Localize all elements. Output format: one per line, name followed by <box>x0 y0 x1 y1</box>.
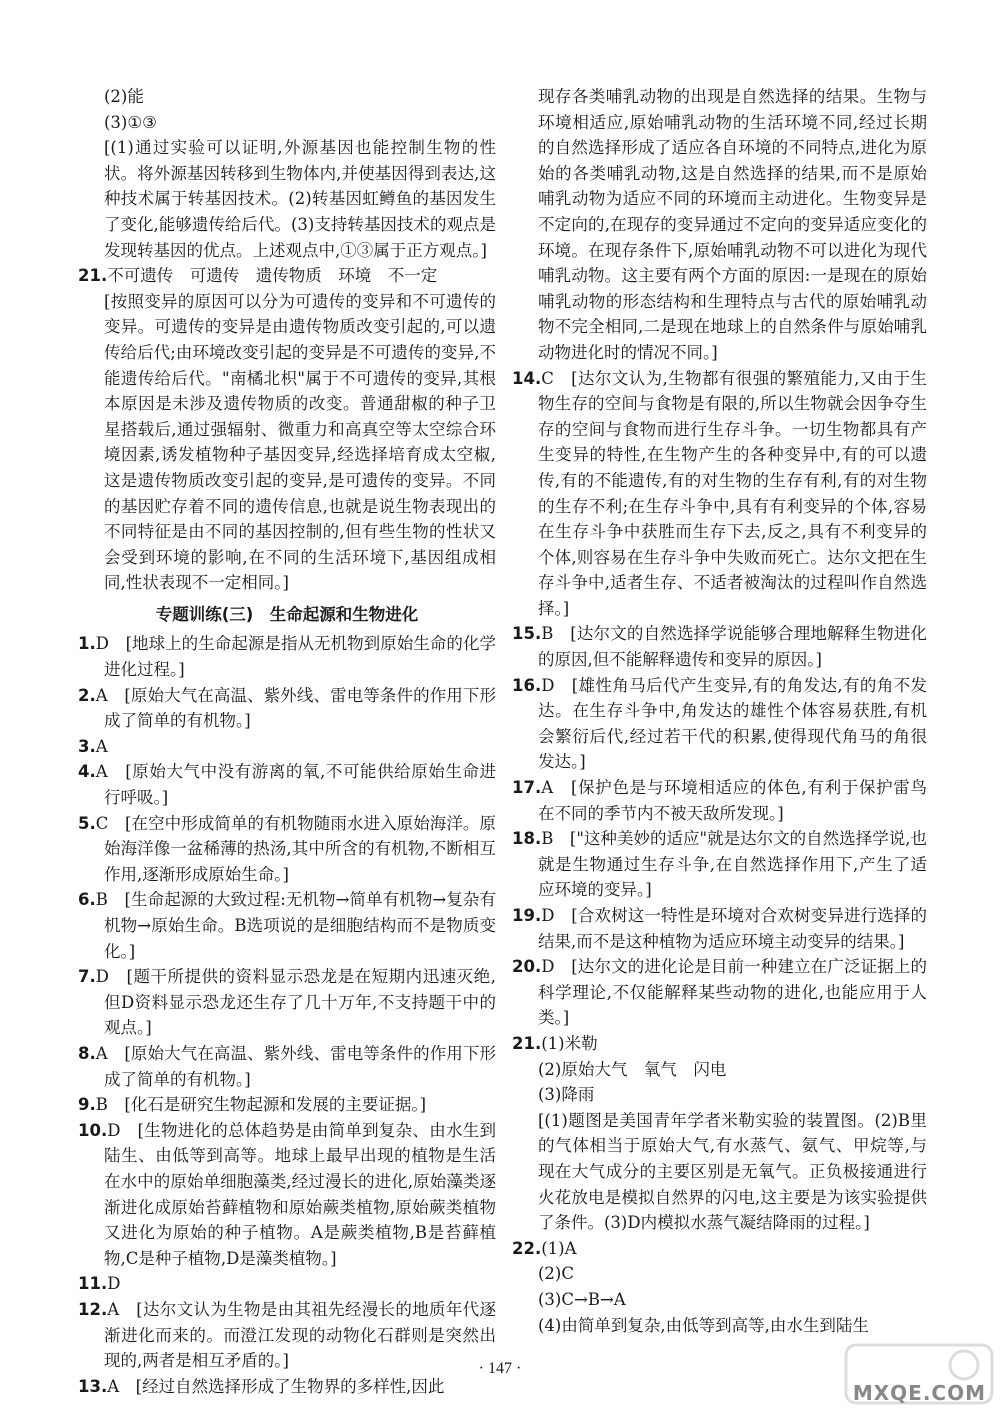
answer-explanation: [(1)通过实验可以证明,外源基因也能控制生物的性状。将外源基因转移到生物体内,并使基因得到表达,这种技术属于转基因技术。(2)转基因虹鳟鱼的基因发生了变化,能够遗传给后代。(3)支持转基因技术的观点是发现转基因的优点。上述观点中,①③属于正方观点。] <box>104 138 496 260</box>
answer-number: 9. <box>78 1095 96 1115</box>
answer-number: 6. <box>78 890 96 910</box>
answer-text: A [原始大气在高温、紫外线、雷电等条件的作用下形成了简单的有机物。] <box>95 1043 496 1089</box>
watermark-text: MXQE.COM <box>852 1381 986 1405</box>
answer-text: C [达尔文认为,生物都有很强的繁殖能力,又由于生物生存的空间与食物是有限的,所以生物就会因争夺生存的空间与食物而进行生存斗争。一切生物都具有产生变异的特性,在生物产生的各种变异中,有的可以遗传,有的不能遗传,有的对生物的生存有利,有的对生物的生存不利;在生存斗争中,具有有利变异的个体,容易在生存斗争中获胜而生存下去,反之,具有不利变异的个体,则容易在生存斗争中失败而死亡。达尔文把在生存斗争中,适者生存、不适者被淘汰的过程叫作自然选择。] <box>538 368 927 618</box>
answer-item <box>78 759 496 810</box>
answer-explanation: (4)由简单到复杂,由低等到高等,由水生到陆生 <box>538 1315 869 1335</box>
answer-item <box>512 366 927 622</box>
answer-item <box>78 1271 496 1297</box>
answer-text: 不可遗传 可遗传 遗传物质 环境 不一定 <box>107 266 438 286</box>
answer-explanation: (3)①③ <box>104 112 157 132</box>
answer-number: 8. <box>78 1043 96 1063</box>
answer-number: 18. <box>512 829 542 849</box>
answer-item <box>78 631 496 682</box>
answer-explanation: (3)C→B→A <box>538 1289 626 1309</box>
section-title: 专题训练(三) 生命起源和生物进化 <box>155 604 419 624</box>
answer-item <box>78 734 496 760</box>
answer-text: B [达尔文的自然选择学说能够合理地解释生物进化的原因,但不能解释遗传和变异的原因。] <box>538 624 927 670</box>
answer-text: D [雄性角马后代产生变异,有的角发达,有的角不发达。在生存斗争中,角发达的雄性个体容易获胜,有机会繁衍后代,经过若干代的积累,使得现代角马的角很发达。] <box>538 675 927 772</box>
answer-item <box>512 1236 927 1262</box>
answer-number: 12. <box>78 1299 108 1319</box>
answer-number: 20. <box>512 957 542 977</box>
answer-explanation: [按照变异的原因可以分为可遗传的变异和不可遗传的变异。可遗传的变异是由遗传物质改变引起的,可以遗传给后代;由环境改变引起的变异是不可遗传的变异,不能遗传给后代。"南橘北枳"属于不可遗传的变异,其根本原因是未涉及遗传物质的改变。普通甜椒的种子卫星搭载后,通过强辐射、微重力和高真空等太空综合环境因素,诱发植物种子基因变异,经选择培育成太空椒,这是遗传物质改变引起的变异,是可遗传的变异。不同的基因贮存着不同的遗传信息,也就是说生物表现出的不同特征是由不同的基因控制的,但有些生物的性状又会受到环境的影响,在不同的生活环境下,基因组成相同,性状表现不一定相同。] <box>104 291 496 593</box>
answer-number: 17. <box>512 778 542 798</box>
answer-number: 10. <box>78 1120 108 1140</box>
answer-item <box>512 775 927 826</box>
answer-item <box>512 673 927 775</box>
answer-text: D [生物进化的总体趋势是由简单到复杂、由水生到陆生、由低等到高等。地球上最早出现的植物是生活在水中的原始单细胞藻类,经过漫长的进化,原始藻类逐渐进化成原始苔藓植物和原始蕨类植物,原始蕨类植物又进化为原始的种子植物。A是蕨类植物,B是苔藓植物,C是种子植物,D是藻类植物。] <box>104 1120 496 1268</box>
answer-item <box>512 903 927 954</box>
answer-item <box>512 954 927 1031</box>
answer-number: 14. <box>512 368 542 388</box>
answer-number: 13. <box>78 1376 108 1396</box>
answer-number: 7. <box>78 967 96 987</box>
answer-text: B ["这种美妙的适应"就是达尔文的自然选择学说,也就是生物通过生存斗争,在自然选择作用下,产生了适应环境的变异。] <box>538 829 927 900</box>
answer-number: 4. <box>78 762 96 782</box>
answer-number: 1. <box>78 634 96 654</box>
answer-explanation: (2)原始大气 氧气 闪电 <box>538 1059 727 1079</box>
left-column <box>78 84 496 1399</box>
answer-number: 5. <box>78 813 96 833</box>
answer-number: 15. <box>512 624 542 644</box>
answer-number: 21. <box>512 1033 542 1053</box>
answer-item <box>512 621 927 672</box>
answer-text: D [达尔文的进化论是目前一种建立在广泛证据上的科学理论,不仅能解释某些动物的进化,也能应用于人类。] <box>538 957 927 1028</box>
answer-number: 21. <box>78 266 108 286</box>
answer-item <box>78 964 496 1041</box>
answer-item <box>78 811 496 888</box>
answer-item <box>78 683 496 734</box>
page-number: · 147 · <box>478 1360 522 1377</box>
answer-item <box>78 1092 496 1118</box>
answer-text: (1)A <box>541 1238 577 1258</box>
answer-text: D [题干所提供的资料显示恐龙是在短期内迅速灭绝,但D资料显示恐龙还生存了几十万年,不支持题干中的观点。] <box>95 967 496 1038</box>
answer-explanation: (2)能 <box>104 87 144 106</box>
answer-explanation: (2)C <box>538 1264 574 1284</box>
answer-item <box>78 1118 496 1272</box>
answer-item <box>78 1041 496 1092</box>
answer-text: A [经过自然选择形成了生物界的多样性,因此 <box>107 1376 445 1396</box>
answer-number: 19. <box>512 906 542 925</box>
answer-number: 3. <box>78 736 96 756</box>
answer-text: C [在空中形成简单的有机物随雨水进入原始海洋。原始海洋像一盆稀薄的热汤,其中所含的有机物,不断相互作用,逐渐形成原始生命。] <box>95 813 496 884</box>
answer-explanation: [(1)题图是美国青年学者米勒实验的装置图。(2)B里的气体相当于原始大气,有水蒸气、氨气、甲烷等,与现在大气成分的主要区别是无氧气。正负极接通进行火花放电是模拟自然界的闪电,这主要是为该实验提供了条件。(3)D内模拟水蒸气凝结降雨的过程。] <box>538 1110 927 1233</box>
answer-number: 2. <box>78 685 96 705</box>
answer-text: B [生命起源的大致过程:无机物→简单有机物→复杂有机物→原始生命。B选项说的是细胞结构而不是物质变化。] <box>95 890 496 961</box>
answer-text: (1)米勒 <box>541 1033 598 1053</box>
answer-explanation: 现存各类哺乳动物的出现是自然选择的结果。生物与环境相适应,原始哺乳动物的生活环境不同,经过长期的自然选择形成了适应各自环境的不同特点,进化为原始的各类哺乳动物,这是自然选择的结果,而不是原始哺乳动物为适应不同的环境而主动进化。生物变异是不定向的,在现存的变异通过不定向的变异适应变化的环境。在现存条件下,原始哺乳动物不可以进化为现代哺乳动物。这主要有两个方面的原因:一是现在的原始哺乳动物的形态结构和生理特点与古代的原始哺乳动物不完全相同,二是现在地球上的自然条件与原始哺乳动物进化时的情况不同。] <box>538 87 927 362</box>
answer-explanation: (3)降雨 <box>538 1085 595 1105</box>
answer-text: A [达尔文认为生物是由其祖先经漫长的地质年代逐渐进化而来的。而澄江发现的动物化石群则是突然出现的,两者是相互矛盾的。] <box>104 1299 496 1371</box>
answer-text: D [地球上的生命起源是指从无机物到原始生命的化学进化过程。] <box>95 634 496 680</box>
answer-item <box>78 263 496 289</box>
answer-text: B [化石是研究生物起源和发展的主要证据。] <box>95 1095 426 1115</box>
right-column <box>512 84 927 1338</box>
answer-text: A <box>95 736 108 756</box>
answer-text: A [原始大气中没有游离的氧,不可能供给原始生命进行呼吸。] <box>95 762 496 808</box>
answer-item <box>512 1031 927 1057</box>
answer-number: 22. <box>512 1238 542 1258</box>
answer-text: A [原始大气在高温、紫外线、雷电等条件的作用下形成了简单的有机物。] <box>95 685 496 731</box>
answer-item <box>512 826 927 903</box>
answer-text: D <box>107 1274 121 1294</box>
answer-text: A [保护色是与环境相适应的体色,有利于保护雷鸟在不同的季节内不被天敌所发现。] <box>538 778 927 823</box>
answer-text: D [合欢树这一特性是环境对合欢树变异进行选择的结果,而不是这种植物为适应环境主动变异的结果。] <box>538 906 927 951</box>
answer-number: 16. <box>512 675 542 695</box>
answer-item <box>78 887 496 964</box>
answer-number: 11. <box>78 1274 108 1294</box>
